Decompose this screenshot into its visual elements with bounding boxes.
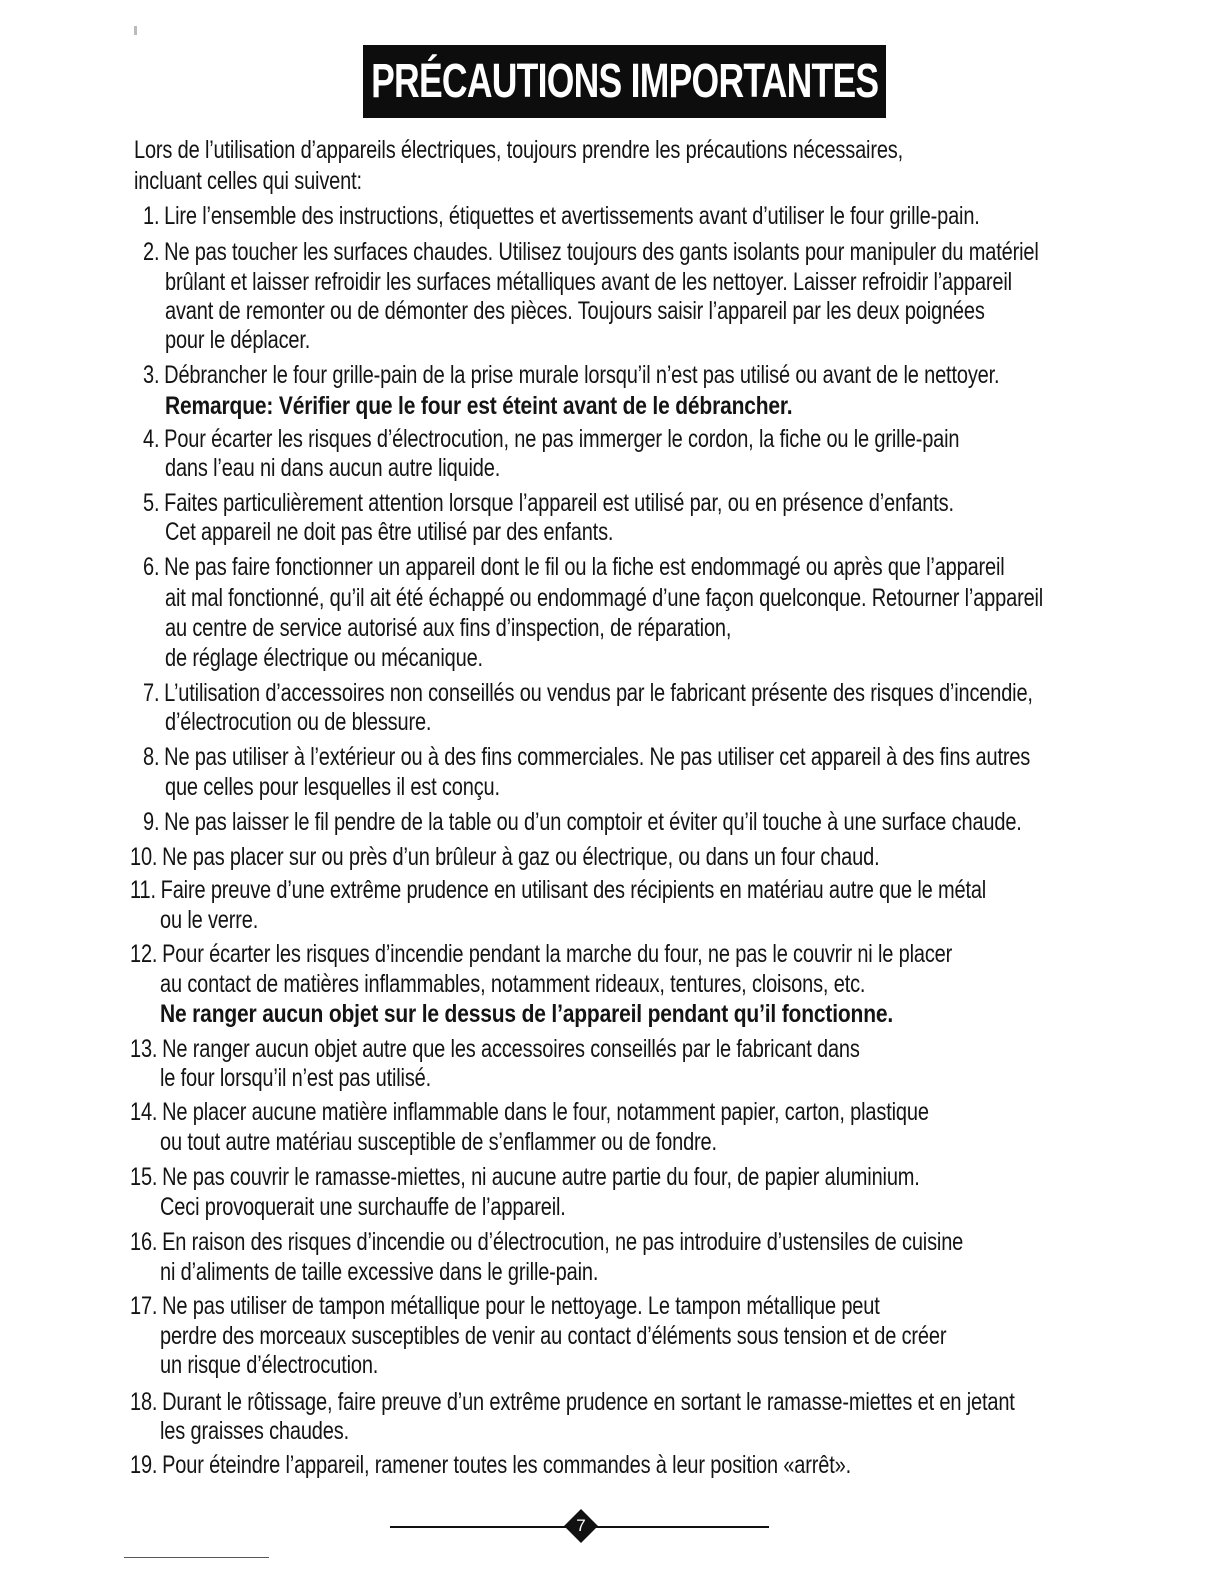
corner-mark	[124, 1557, 269, 1558]
page-number-badge	[565, 1510, 597, 1542]
item-number: 11.	[130, 876, 156, 904]
item-number: 14.	[130, 1098, 158, 1126]
list-item	[143, 808, 1022, 836]
item-text: L’utilisation d’accessoires non conseillés ou vendus par le fabricant présente des risques d’incendie,	[164, 679, 1033, 707]
item-warning: Remarque: Vérifier que le four est éteint avant de le débrancher.	[165, 392, 793, 420]
item-text-continued: un risque d’électrocution.	[160, 1351, 379, 1379]
list-item	[143, 202, 980, 230]
list-item	[143, 238, 1039, 266]
item-text: Ne pas placer sur ou près d’un brûleur à gaz ou électrique, ou dans un four chaud.	[162, 843, 880, 871]
item-number: 3.	[143, 361, 160, 389]
item-text-continued: d’électrocution ou de blessure.	[165, 708, 432, 736]
item-text: Faites particulièrement attention lorsque l’appareil est utilisé par, ou en présence d’enfants.	[164, 489, 954, 517]
item-text-continued: Ceci provoquerait une surchauffe de l’appareil.	[160, 1193, 566, 1221]
item-text: Pour éteindre l’appareil, ramener toutes les commandes à leur position «arrêt».	[162, 1451, 851, 1479]
item-text-continued: pour le déplacer.	[165, 326, 311, 354]
item-text-continued: ou tout autre matériau susceptible de s’enflammer ou de fondre.	[160, 1128, 717, 1156]
item-number: 12.	[130, 940, 158, 968]
item-number: 19.	[130, 1451, 158, 1479]
item-text-continued: ait mal fonctionné, qu’il ait été échappé ou endommagé d’une façon quelconque. Retourner l’appareil	[165, 584, 1044, 612]
item-text-continued: au contact de matières inflammables, notamment rideaux, tentures, cloisons, etc.	[160, 970, 866, 998]
list-item	[130, 940, 952, 968]
item-text: Pour écarter les risques d’électrocution, ne pas immerger le cordon, la fiche ou le grille-pain	[164, 425, 960, 453]
list-item	[143, 679, 1033, 707]
list-item	[130, 843, 879, 871]
item-text: Ne pas utiliser à l’extérieur ou à des fins commerciales. Ne pas utiliser cet appareil à des fins autres	[164, 743, 1031, 771]
item-number: 17.	[130, 1292, 158, 1320]
item-text: Pour écarter les risques d’incendie pendant la marche du four, ne pas le couvrir ni le placer	[162, 940, 953, 968]
item-text-continued: perdre des morceaux susceptibles de venir au contact d’éléments sous tension et de créer	[160, 1322, 947, 1350]
page-number: 7	[576, 1516, 586, 1535]
list-item	[130, 876, 986, 904]
list-item	[143, 361, 999, 389]
item-text-continued: que celles pour lesquelles il est conçu.	[165, 773, 500, 801]
intro-line: Lors de l’utilisation d’appareils électriques, toujours prendre les précautions nécessaires,	[134, 136, 904, 164]
item-number: 18.	[130, 1388, 158, 1416]
list-item	[130, 1035, 860, 1063]
item-text: Durant le rôtissage, faire preuve d’un extrême prudence en sortant le ramasse-miettes et en jetant	[162, 1388, 1015, 1416]
item-text-continued: brûlant et laisser refroidir les surfaces métalliques avant de les nettoyer. Laisser refroidir l’appareil	[165, 268, 1012, 296]
item-text-continued: les graisses chaudes.	[160, 1417, 349, 1445]
item-number: 16.	[130, 1228, 158, 1256]
item-text-continued: avant de remonter ou de démonter des pièces. Toujours saisir l’appareil par les deux poignées	[165, 297, 985, 325]
item-text: Ne pas faire fonctionner un appareil dont le fil ou la fiche est endommagé ou après que l’appareil	[164, 553, 1005, 581]
item-text: Ne pas utiliser de tampon métallique pour le nettoyage. Le tampon métallique peut	[162, 1292, 880, 1320]
item-text-continued: le four lorsqu’il n’est pas utilisé.	[160, 1064, 432, 1092]
item-text-continued: ou le verre.	[160, 906, 259, 934]
list-item	[143, 743, 1030, 771]
item-text-continued: ni d’aliments de taille excessive dans le grille-pain.	[160, 1258, 599, 1286]
list-item	[143, 489, 954, 517]
item-text: Ne ranger aucun objet autre que les accessoires conseillés par le fabricant dans	[162, 1035, 860, 1063]
item-number: 10.	[130, 843, 158, 871]
item-text: Faire preuve d’une extrême prudence en utilisant des récipients en matériau autre que le métal	[160, 876, 987, 904]
list-item	[143, 553, 1005, 581]
item-number: 6.	[143, 553, 160, 581]
list-item	[130, 1292, 880, 1320]
list-item	[130, 1228, 963, 1256]
item-number: 15.	[130, 1163, 158, 1191]
list-item	[130, 1098, 929, 1126]
item-warning: Ne ranger aucun objet sur le dessus de l’appareil pendant qu’il fonctionne.	[160, 1000, 894, 1028]
item-number: 7.	[143, 679, 160, 707]
item-text: Ne pas laisser le fil pendre de la table ou d’un comptoir et éviter qu’il touche à une surface chaude.	[164, 808, 1022, 836]
item-number: 2.	[143, 238, 160, 266]
item-number: 4.	[143, 425, 160, 453]
item-text: Ne pas couvrir le ramasse-miettes, ni aucune autre partie du four, de papier aluminium.	[162, 1163, 920, 1191]
item-text-continued: de réglage électrique ou mécanique.	[165, 644, 483, 672]
item-number: 13.	[130, 1035, 158, 1063]
list-item	[130, 1451, 851, 1479]
item-text: Lire l’ensemble des instructions, étiquettes et avertissements avant d’utiliser le four grille-pain.	[164, 202, 980, 230]
item-text: Ne pas toucher les surfaces chaudes. Utilisez toujours des gants isolants pour manipuler du matériel	[164, 238, 1039, 266]
footer-rule-left	[390, 1526, 570, 1528]
item-number: 5.	[143, 489, 160, 517]
list-item	[130, 1163, 920, 1191]
item-text: Débrancher le four grille-pain de la prise murale lorsqu’il n’est pas utilisé ou avant de le nettoyer.	[164, 361, 1000, 389]
footer-rule-right	[592, 1526, 769, 1528]
item-number: 9.	[143, 808, 160, 836]
item-text-continued: Cet appareil ne doit pas être utilisé par des enfants.	[165, 518, 614, 546]
item-number: 8.	[143, 743, 160, 771]
list-item	[130, 1388, 1015, 1416]
item-text: En raison des risques d’incendie ou d’électrocution, ne pas introduire d’ustensiles de cuisine	[162, 1228, 964, 1256]
item-text: Ne placer aucune matière inflammable dans le four, notamment papier, carton, plastique	[162, 1098, 929, 1126]
item-text-continued: au centre de service autorisé aux fins d’inspection, de réparation,	[165, 614, 732, 642]
item-text-continued: dans l’eau ni dans aucun autre liquide.	[165, 454, 501, 482]
page-title: PRÉCAUTIONS IMPORTANTES	[370, 55, 879, 108]
item-number: 1.	[143, 202, 160, 230]
list-item	[143, 425, 959, 453]
intro-line: incluant celles qui suivent:	[134, 167, 362, 195]
